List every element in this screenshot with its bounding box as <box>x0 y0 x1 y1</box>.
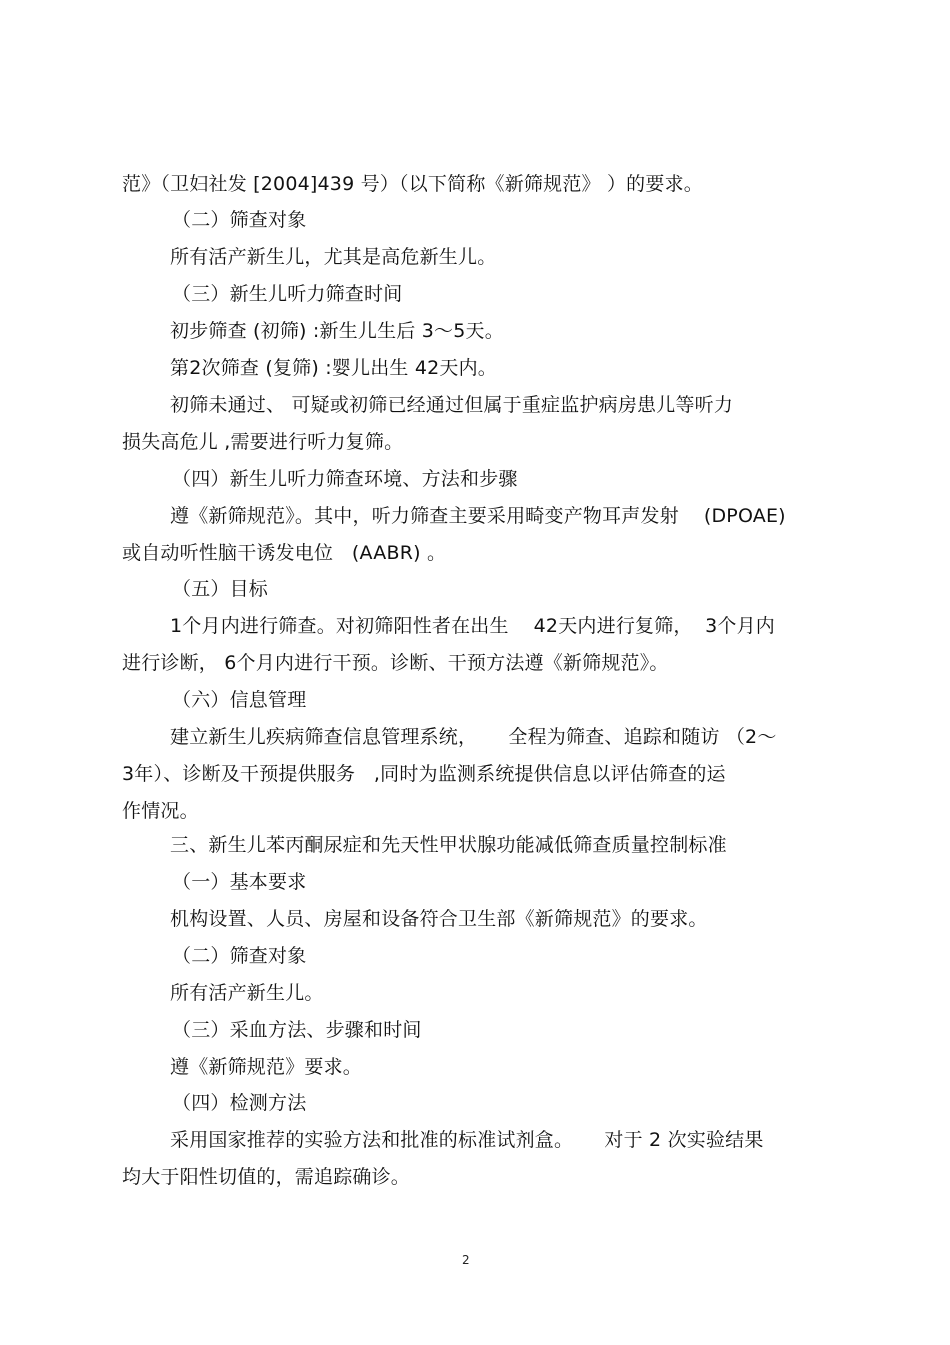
text-line-21: 机构设置、人员、房屋和设备符合卫生部《新筛规范》的要求。 <box>170 908 708 930</box>
text-line-13: 1个月内进行筛查。对初筛阳性者在出生 42天内进行复筛， 3个月内 <box>170 615 775 637</box>
text-line-28: 均大于阳性切值的，需追踪确诊。 <box>122 1166 411 1188</box>
text-line-1: 范》（卫妇社发 [2004]439 号）（以下简称《新筛规范》 ）的要求。 <box>122 173 703 195</box>
text-line-7: 初筛未通过、 可疑或初筛已经通过但属于重症监护病房患儿等听力 <box>170 394 734 416</box>
text-line-27: 采用国家推荐的实验方法和批准的标准试剂盒。 对于 2 次实验结果 <box>170 1129 764 1151</box>
section-heading-hearing-time: （三）新生儿听力筛查时间 <box>172 283 403 305</box>
text-line-6: 第2次筛查 (复筛) :婴儿出生 42天内。 <box>170 357 498 379</box>
section-heading-screening-target: （二）筛查对象 <box>172 209 307 231</box>
section-heading-info-management: （六）信息管理 <box>172 689 307 711</box>
text-line-11: 或自动听性脑干诱发电位 (AABR) 。 <box>122 542 447 564</box>
section-heading-hearing-method: （四）新生儿听力筛查环境、方法和步骤 <box>172 468 518 490</box>
text-line-23: 所有活产新生儿。 <box>170 982 324 1004</box>
section-heading-screening-target-2: （二）筛查对象 <box>172 945 307 967</box>
section-heading-detection-method: （四）检测方法 <box>172 1092 307 1114</box>
text-line-8: 损失高危儿 ,需要进行听力复筛。 <box>122 431 404 453</box>
text-line-17: 3年）、诊断及干预提供服务 ,同时为监测系统提供信息以评估筛查的运 <box>122 763 726 785</box>
text-line-10: 遵《新筛规范》。其中，听力筛查主要采用畸变产物耳声发射 (DPOAE) <box>170 505 786 527</box>
section-heading-goal: （五）目标 <box>172 578 269 600</box>
page-number: 2 <box>462 1253 470 1267</box>
chapter-heading-pku-ch: 三、新生儿苯丙酮尿症和先天性甲状腺功能减低筛查质量控制标准 <box>170 834 727 856</box>
text-line-3: 所有活产新生儿，尤其是高危新生儿。 <box>170 246 497 268</box>
text-line-25: 遵《新筛规范》要求。 <box>170 1056 363 1078</box>
section-heading-blood-sampling: （三）采血方法、步骤和时间 <box>172 1019 422 1041</box>
text-line-14: 进行诊断， 6个月内进行干预。诊断、干预方法遵《新筛规范》。 <box>122 652 669 674</box>
text-line-18: 作情况。 <box>122 800 199 822</box>
text-line-16: 建立新生儿疾病筛查信息管理系统， 全程为筛查、追踪和随访 （2～ <box>170 726 777 748</box>
text-line-5: 初步筛查 (初筛) :新生儿生后 3～5天。 <box>170 320 504 342</box>
section-heading-basic-requirements: （一）基本要求 <box>172 871 307 893</box>
